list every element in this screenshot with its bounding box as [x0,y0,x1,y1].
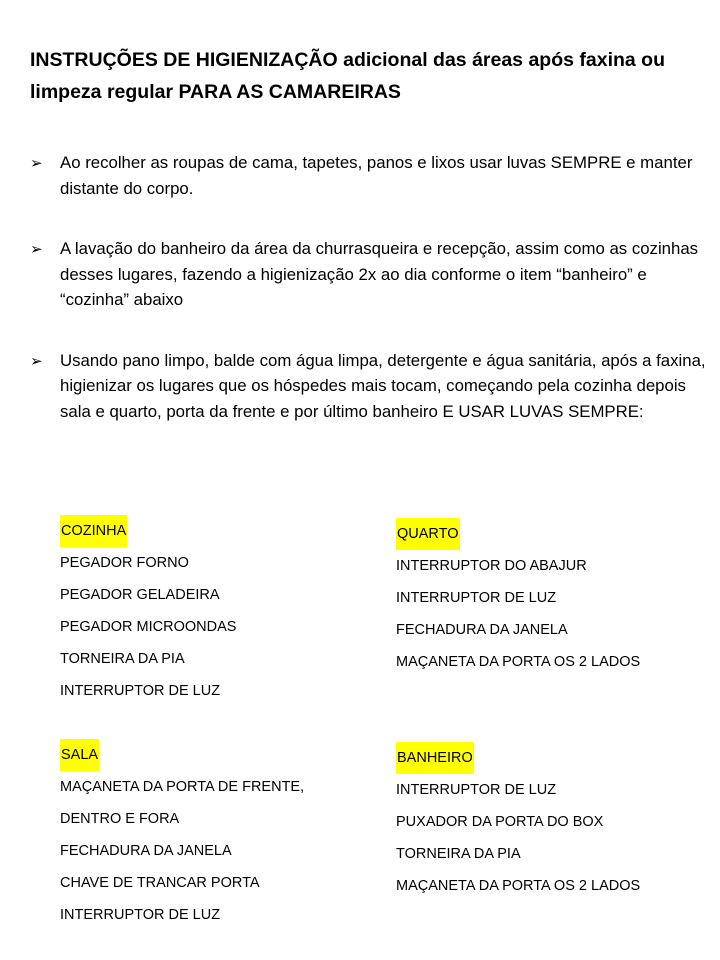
section-cozinha [60,515,380,707]
checklist-item: INTERRUPTOR DE LUZ [396,782,557,798]
checklist-item: INTERRUPTOR DE LUZ [60,907,221,923]
instruction-item [30,236,710,313]
checklist-item: PEGADOR MICROONDAS [60,619,237,635]
checklist-item: MAÇANETA DA PORTA DE FRENTE, [60,779,305,795]
checklist-item: FECHADURA DA JANELA [396,622,568,638]
checklist-item: MAÇANETA DA PORTA OS 2 LADOS [396,878,641,894]
instruction-text: Ao recolher as roupas de cama, tapetes, panos e lixos usar luvas SEMPRE e manter distante do corpo. [60,153,693,198]
instruction-list [30,150,710,459]
section-heading-banheiro: BANHEIRO [396,742,474,774]
section-sala [60,739,380,931]
checklist-item: TORNEIRA DA PIA [60,651,185,667]
instruction-text: Usando pano limpo, balde com água limpa, detergente e água sanitária, após a faxina, higienizar os lugares que os hóspedes mais tocam, começando pela cozinha depois sala e quarto, porta da frente e por último banheiro E USAR LUVAS SEMPRE: [60,350,706,421]
checklist-item: PEGADOR FORNO [60,555,189,571]
section-quarto [396,518,716,678]
checklist-item: DENTRO E FORA [60,811,180,827]
document-title: INSTRUÇÕES DE HIGIENIZAÇÃO adicional das áreas após faxina ou limpeza regular PARA AS CAMAREIRAS [30,49,665,103]
instruction-item [30,150,710,201]
instruction-text: A lavação do banheiro da área da churrasqueira e recepção, assim como as cozinhas desses lugares, fazendo a higienização 2x ao dia conforme o item “banheiro” e “cozinha” abaixo [60,239,699,309]
arrowhead-bullet-icon: ➢ [30,240,43,258]
section-heading-cozinha: COZINHA [60,515,127,547]
checklist-item: PEGADOR GELADEIRA [60,587,220,603]
section-banheiro [396,742,716,902]
checklist-item: PUXADOR DA PORTA DO BOX [396,814,604,830]
checklist-item: TORNEIRA DA PIA [396,846,521,862]
checklist-item: INTERRUPTOR DO ABAJUR [396,558,587,574]
checklist-item: CHAVE DE TRANCAR PORTA [60,875,260,891]
checklist-item: MAÇANETA DA PORTA OS 2 LADOS [396,654,641,670]
arrowhead-bullet-icon: ➢ [30,154,43,172]
checklist-item: INTERRUPTOR DE LUZ [396,590,557,606]
arrowhead-bullet-icon: ➢ [30,351,43,370]
instruction-item [30,348,710,425]
section-heading-sala: SALA [60,739,99,771]
section-heading-quarto: QUARTO [396,518,460,550]
checklist-item: INTERRUPTOR DE LUZ [60,683,221,699]
checklist-item: FECHADURA DA JANELA [60,843,232,859]
